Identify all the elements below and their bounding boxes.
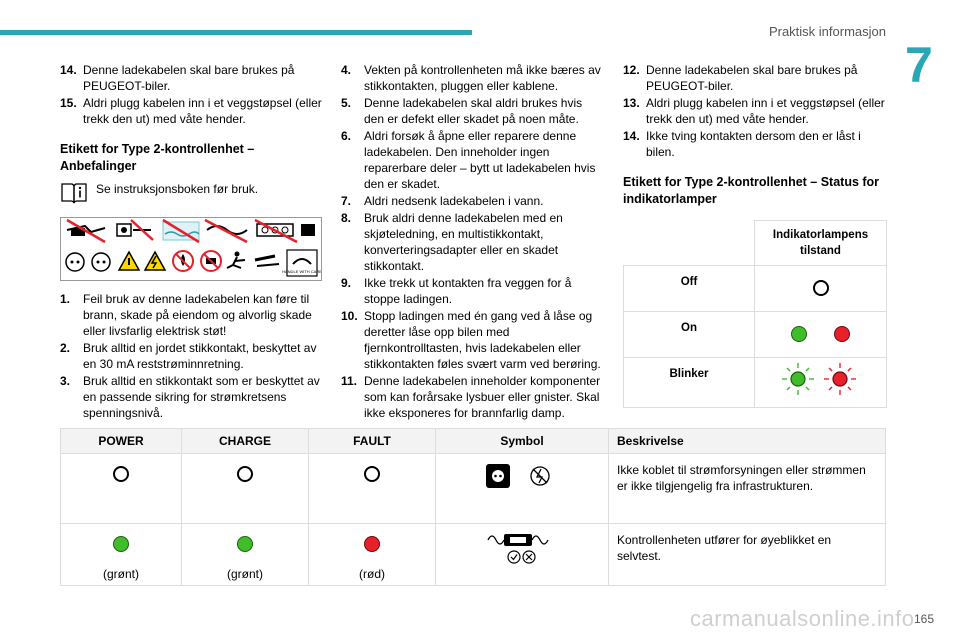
warning-triangle-icon: [119, 252, 139, 270]
column-3: [623, 62, 888, 408]
note-text: Se instruksjonsboken før bruk.: [96, 182, 259, 196]
list-item: 6. Aldri forsøk å åpne eller reparere denne ladekabelen. Den inneholder ingen reparerbare deler – bytt ut ladekabelen hvis den er skadet.: [341, 129, 596, 191]
list-item: 13. Aldri plugg kabelen inn i et veggstøpsel (eller trekk den ut) med våte hender.: [623, 96, 885, 126]
plug-icon: [301, 224, 315, 236]
grounded-socket-icon: [66, 253, 84, 271]
column-header: Beskrivelse: [609, 429, 886, 454]
no-extension-cord-icon: [205, 220, 247, 242]
lamp-status-table: [623, 220, 887, 408]
lamp-off-icon: [813, 280, 829, 296]
electric-hazard-icon: [145, 252, 165, 270]
list-item: 2. Bruk alltid en jordet stikkontakt, beskyttet av en 30 mA reststrøminnretning.: [60, 341, 317, 371]
lamp-status-header: Indikatorlampens tilstand: [755, 221, 887, 266]
column-header: Symbol: [436, 429, 609, 454]
list-item: 14. Denne ladekabelen skal bare brukes på PEUGEOT-biler.: [60, 63, 295, 93]
table-row: (grønt) (grønt) (rød) Kontrollenheten utfører for øyeblikket en selvtest.: [61, 524, 886, 586]
list-item: 3. Bruk alltid en stikkontakt som er beskyttet av en passende sikring for strømkretsens spenningsnivå.: [60, 374, 320, 420]
charge-status-table: [60, 428, 886, 586]
list-item: 7. Aldri nedsenk ladekabelen i vann.: [341, 194, 544, 208]
rcd-socket-icon: [92, 253, 110, 271]
no-handling-by-cable-icon: [67, 220, 105, 242]
control-unit-selftest-icon: [482, 530, 562, 566]
header-accent-bar: [0, 30, 472, 35]
svg-text:HANDLE WITH CARE: HANDLE WITH CARE: [282, 269, 321, 274]
list-item: 5. Denne ladekabelen skal aldri brukes hvis den er defekt eller skadet på noen måte.: [341, 96, 583, 126]
column-header: FAULT: [309, 429, 436, 454]
trip-hazard-icon: [227, 252, 245, 269]
no-fire-icon: [173, 251, 193, 271]
book-info-icon: [60, 181, 88, 205]
socket-no-power-icon: [482, 462, 562, 490]
lamp-red-blink-icon: [824, 363, 856, 395]
unplug-icon: [255, 256, 279, 266]
fault-lamp-red-icon: [364, 536, 380, 552]
no-water-icon: [163, 220, 199, 242]
list-item: 1. Feil bruk av denne ladekabelen kan føre til brann, skade på eiendom og alvorlig skade eller livsfarlig elektrisk støt!: [60, 292, 312, 338]
lamp-state-label: Off: [624, 266, 755, 312]
fault-lamp-off-icon: [364, 466, 380, 482]
lamp-green-on-icon: [791, 326, 807, 342]
charge-lamp-off-icon: [237, 466, 253, 482]
list-item: 9. Ikke trekk ut kontakten fra veggen for å stoppe ladingen.: [341, 276, 572, 306]
list-item: 11. Denne ladekabelen inneholder komponenter som kan forårsake lysbuer eller gnister. Skal ikke eksponeres for brannfarlig damp.: [341, 374, 601, 420]
section-heading: Etikett for Type 2-kontrollenhet – Anbefalinger: [60, 142, 255, 173]
row-description: Ikke koblet til strømforsyningen eller strømmen er ikke tilgjengelig fra infrastrukturen.: [609, 454, 886, 524]
charge-lamp-green-icon: [237, 536, 253, 552]
column-2: [341, 62, 603, 422]
column-header: CHARGE: [182, 429, 309, 454]
lamp-green-blink-icon: [782, 363, 814, 395]
section-heading: Etikett for Type 2-kontrollenhet – Status for indikatorlamper: [623, 175, 880, 206]
lamp-red-on-icon: [834, 326, 850, 342]
list-item: 14. Ikke tving kontakten dersom den er låst i bilen.: [623, 129, 861, 159]
list-item: 10. Stopp ladingen med én gang ved å låse og deretter låse opp bilen med fjernkontrolltasten, hvis ladekabelen eller stikkontakten føles svært varm ved berøring.: [341, 309, 601, 371]
no-multi-socket-icon: [255, 220, 297, 242]
lamp-state-label: Blinker: [624, 358, 755, 408]
lamp-state-label: On: [624, 312, 755, 358]
chapter-number: 7: [905, 37, 933, 93]
no-open-icon: [201, 251, 221, 271]
column-header: POWER: [61, 429, 182, 454]
control-unit-warning-label: [60, 217, 322, 281]
power-lamp-off-icon: [113, 466, 129, 482]
list-item: 4. Vekten på kontrollenheten må ikke bæres av stikkontakten, pluggen eller kablene.: [341, 63, 601, 93]
info-note: [60, 181, 322, 207]
list-item: 8. Bruk aldri denne ladekabelen med en skjøteledning, en multistikkontakt, konverteringsadapter eller en skadet stikkontakt.: [341, 211, 563, 273]
list-item: 12. Denne ladekabelen skal bare brukes på PEUGEOT-biler.: [623, 63, 858, 93]
power-lamp-green-icon: [113, 536, 129, 552]
watermark: carmanualsonline.info: [690, 606, 915, 631]
no-adapter-icon: [117, 220, 153, 240]
list-item: 15. Aldri plugg kabelen inn i et veggstøpsel (eller trekk den ut) med våte hender.: [60, 96, 322, 126]
table-row: [61, 454, 886, 524]
column-1: [60, 62, 322, 422]
section-title: Praktisk informasjon: [768, 24, 886, 39]
handle-with-care-icon: [282, 250, 321, 276]
page-number: 165: [913, 612, 934, 626]
row-description: Kontrollenheten utfører for øyeblikket en selvtest.: [609, 524, 886, 586]
